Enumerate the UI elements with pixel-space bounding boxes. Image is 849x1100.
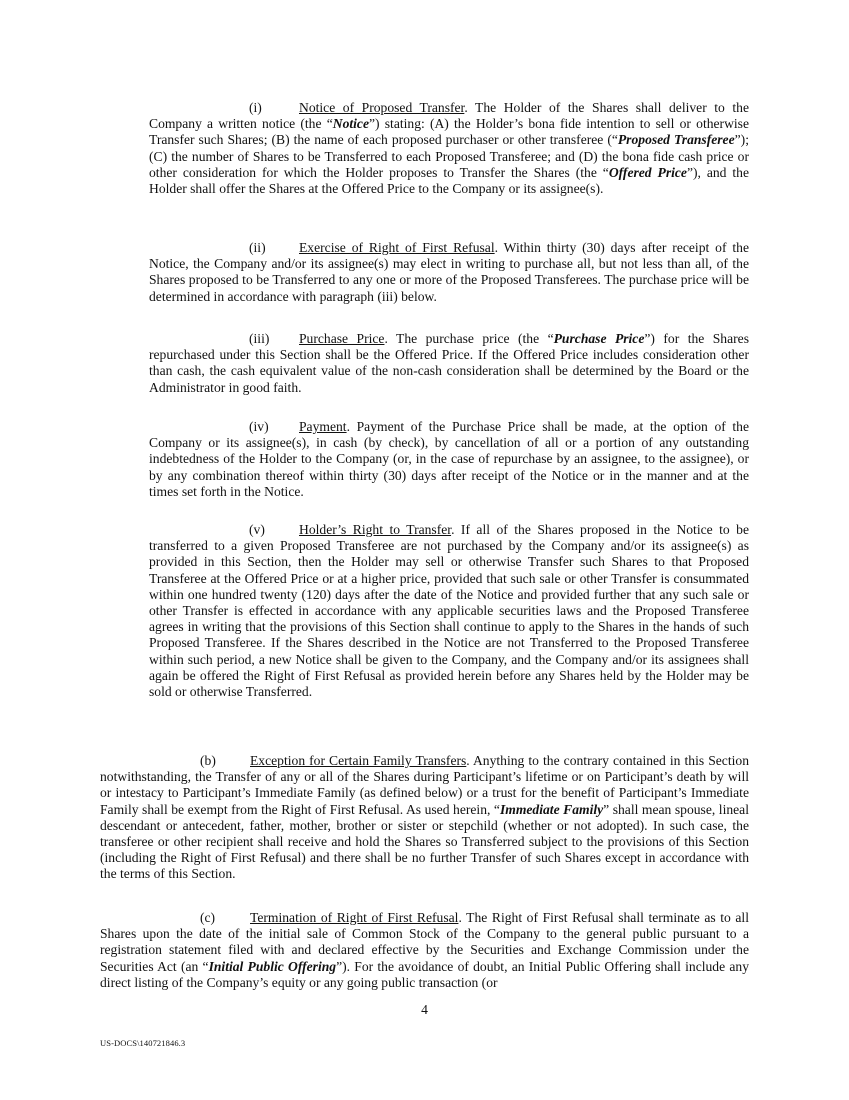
defined-term: Purchase Price: [553, 331, 645, 346]
paragraph-number: (iii): [249, 331, 270, 346]
paragraph-b: (b) Exception for Certain Family Transfers. Anything to the contrary contained in this Section notwithstanding, the Transfer of any or all of the Shares during Participant’s lifetime or on Participant’s death by will or intestacy to Participant’s Immediate Family (as defined below) or a trust for the benefit of Participant’s Immediate Family shall be exempt from the Right of First Refusal. As used herein, “Immediate Family” shall mean spouse, lineal descendant or antecedent, father, mother, brother or sister or stepchild (whether or not adopted). In such case, the transferee or other recipient shall receive and hold the Shares so Transferred subject to the provisions of this Section (including the Right of First Refusal) and there shall be no further Transfer of such Shares except in accordance with the terms of this Section.: [100, 753, 749, 882]
paragraph-number: (i): [249, 100, 262, 115]
paragraph-heading: Payment: [299, 419, 347, 434]
paragraph-number: (b): [200, 753, 216, 768]
paragraph-number: (c): [200, 910, 216, 925]
paragraph-number: (ii): [249, 240, 266, 255]
paragraph-iii: (iii) Purchase Price. The purchase price (the “Purchase Price”) for the Shares repurchased under this Section shall be the Offered Price. If the Offered Price includes consideration other than cash, the cash equivalent value of the non-cash consideration shall be determined by the Board or the Administrator in good faith.: [149, 331, 749, 395]
document-id: US-DOCS\140721846.3: [100, 1038, 186, 1048]
paragraph-heading: Termination of Right of First Refusal: [250, 910, 459, 925]
paragraph-ii: (ii) Exercise of Right of First Refusal. Within thirty (30) days after receipt of the Notice, the Company and/or its assignee(s) may elect in writing to purchase all, but not less than all, of the Shares proposed to be Transferred to any one or more of the Proposed Transferees. The purchase price will be determined in accordance with paragraph (iii) below.: [149, 240, 750, 304]
paragraph-v: (v) Holder’s Right to Transfer. If all of the Shares proposed in the Notice to be transferred to a given Proposed Transferee are not purchased by the Company and/or its assignee(s) as provided in this Section, then the Holder may sell or otherwise Transfer such Shares to that Proposed Transferee at the Offered Price or at a higher price, provided that such sale or other Transfer is consummated within one hundred twenty (120) days after the date of the Notice and provided further that any such sale or other Transfer is effected in accordance with any applicable securities laws and the Proposed Transferee agrees in writing that the provisions of this Section shall continue to apply to the Shares in the hands of such Proposed Transferee. If the Shares described in the Notice are not Transferred to the Proposed Transferee within such period, a new Notice shall be given to the Company, and the Company and/or its assignees shall again be offered the Right of First Refusal as provided herein before any Shares held by the Holder may be sold or otherwise Transferred.: [149, 522, 749, 700]
paragraph-heading: Purchase Price: [299, 331, 385, 346]
paragraph-number: (v): [249, 522, 265, 537]
paragraph-iv: (iv) Payment. Payment of the Purchase Price shall be made, at the option of the Company or its assignee(s), in cash (by check), by cancellation of all or a portion of any outstanding indebtedness of the Holder to the Company (or, in the case of repurchase by an assignee, to the assignee), or by any combination thereof within thirty (30) days after receipt of the Notice or in the manner and at the times set forth in the Notice.: [149, 419, 749, 499]
paragraph-c: (c) Termination of Right of First Refusal. The Right of First Refusal shall terminate as to all Shares upon the date of the initial sale of Common Stock of the Company to the general public pursuant to a registration statement filed with and declared effective by the Securities and Exchange Commission under the Securities Act (an “Initial Public Offering”). For the avoidance of doubt, an Initial Public Offering shall include any direct listing of the Company’s equity or any going public transaction (or: [100, 910, 749, 990]
paragraph-heading: Notice of Proposed Transfer: [299, 100, 465, 115]
defined-term: Initial Public Offering: [208, 958, 337, 974]
defined-term: Proposed Transferee: [617, 132, 735, 148]
paragraph-heading: Exception for Certain Family Transfers: [250, 753, 467, 768]
paragraph-number: (iv): [249, 419, 269, 434]
page-number: 4: [421, 1002, 428, 1017]
defined-term: Notice: [332, 116, 369, 132]
paragraph-heading: Exercise of Right of First Refusal: [299, 240, 495, 255]
paragraph-heading: Holder’s Right to Transfer: [299, 522, 452, 537]
defined-term: Immediate Family: [499, 801, 604, 817]
defined-term: Offered Price: [608, 164, 687, 180]
paragraph-i: (i) Notice of Proposed Transfer. The Holder of the Shares shall deliver to the Company a written notice (the “Notice”) stating: (A) the Holder’s bona fide intention to sell or otherwise Transfer such Shares; (B) the name of each proposed purchaser or other transferee (“Proposed Transferee”); (C) the number of Shares to be Transferred to each Proposed Transferee; and (D) the bona fide cash price or other consideration for which the Holder proposes to Transfer the Shares (the “Offered Price”), and the Holder shall offer the Shares at the Offered Price to the Company or its assignee(s).: [149, 100, 749, 197]
